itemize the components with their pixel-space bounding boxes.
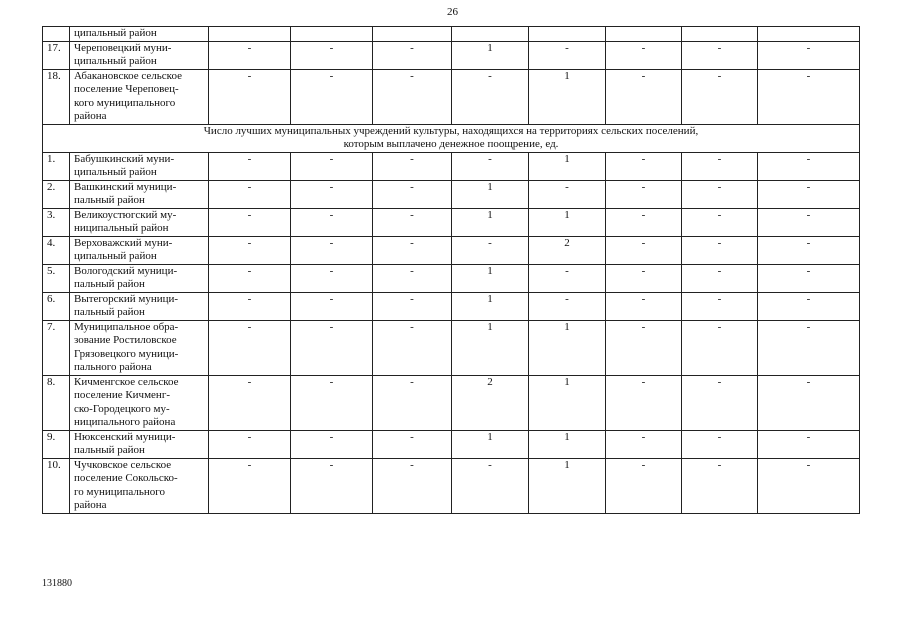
municipality-name-line: пальный район bbox=[74, 278, 145, 290]
section-header-line: Число лучших муниципальных учреждений культуры, находящихся на территориях сельских поселений, bbox=[203, 124, 699, 137]
municipality-name-line: поселение Кичменг- bbox=[74, 389, 170, 401]
municipality-name-line: ципальный район bbox=[74, 27, 157, 39]
row-number: 10. bbox=[43, 458, 70, 513]
value-cell: - bbox=[606, 208, 682, 236]
municipality-name-line: ципальный район bbox=[74, 250, 157, 262]
value-cell: - bbox=[606, 69, 682, 124]
municipality-name bbox=[70, 264, 209, 292]
municipality-name-line: пальный район bbox=[74, 306, 145, 318]
value-cell: - bbox=[209, 320, 291, 375]
value-cell: - bbox=[209, 41, 291, 69]
municipality-name-line: Вологодский муници- bbox=[74, 264, 178, 277]
table-row bbox=[43, 69, 860, 124]
table-row bbox=[43, 320, 860, 375]
municipality-name bbox=[70, 430, 209, 458]
value-cell: - bbox=[606, 236, 682, 264]
value-cell: - bbox=[373, 320, 452, 375]
municipality-name bbox=[70, 375, 209, 430]
value-cell: - bbox=[373, 375, 452, 430]
value-cell: - bbox=[291, 320, 373, 375]
table-row bbox=[43, 27, 860, 42]
value-cell: - bbox=[758, 320, 860, 375]
municipality-name-line: Кичменгское сельское bbox=[74, 375, 179, 388]
table-row bbox=[43, 208, 860, 236]
table-row bbox=[43, 292, 860, 320]
value-cell: - bbox=[529, 180, 606, 208]
value-cell: - bbox=[606, 180, 682, 208]
municipality-name-line: го муниципального bbox=[74, 485, 165, 498]
municipality-name-line: ципальный район bbox=[74, 166, 157, 178]
value-cell: - bbox=[606, 375, 682, 430]
row-number: 4. bbox=[43, 236, 70, 264]
section-header-line: которым выплачено денежное поощрение, ед. bbox=[343, 138, 559, 150]
value-cell: - bbox=[682, 152, 758, 180]
municipality-name bbox=[70, 152, 209, 180]
value-cell: - bbox=[209, 292, 291, 320]
row-number: 18. bbox=[43, 69, 70, 124]
municipality-name bbox=[70, 180, 209, 208]
value-cell: - bbox=[606, 430, 682, 458]
value-cell: - bbox=[682, 320, 758, 375]
municipality-name-line: ниципального района bbox=[74, 416, 176, 428]
value-cell: - bbox=[758, 264, 860, 292]
value-cell: - bbox=[758, 152, 860, 180]
value-cell: - bbox=[373, 292, 452, 320]
municipality-name-line: Бабушкинский муни- bbox=[74, 152, 175, 165]
municipality-name-line: района bbox=[74, 499, 107, 511]
value-cell: - bbox=[606, 152, 682, 180]
value-cell: - bbox=[373, 69, 452, 124]
footer-code: 131880 bbox=[42, 578, 72, 589]
table-row bbox=[43, 458, 860, 513]
value-cell: - bbox=[606, 292, 682, 320]
value-cell: - bbox=[758, 208, 860, 236]
value-cell: 1 bbox=[529, 208, 606, 236]
value-cell: - bbox=[758, 180, 860, 208]
value-cell: 1 bbox=[452, 208, 529, 236]
value-cell bbox=[758, 27, 860, 42]
value-cell: - bbox=[373, 430, 452, 458]
table-body bbox=[43, 27, 860, 514]
value-cell: - bbox=[606, 458, 682, 513]
value-cell: - bbox=[452, 236, 529, 264]
section-header-row bbox=[43, 124, 860, 152]
municipality-name-line: ниципальный район bbox=[74, 222, 169, 234]
value-cell: - bbox=[682, 264, 758, 292]
value-cell: - bbox=[373, 264, 452, 292]
municipality-name-line: Муниципальное обра- bbox=[74, 320, 179, 333]
value-cell: - bbox=[682, 208, 758, 236]
value-cell: - bbox=[209, 208, 291, 236]
value-cell: - bbox=[682, 180, 758, 208]
section-header bbox=[43, 124, 860, 152]
value-cell: - bbox=[291, 430, 373, 458]
municipality-name bbox=[70, 27, 209, 42]
table-row bbox=[43, 152, 860, 180]
value-cell: 1 bbox=[529, 375, 606, 430]
value-cell: - bbox=[291, 375, 373, 430]
value-cell: - bbox=[373, 208, 452, 236]
value-cell bbox=[606, 27, 682, 42]
value-cell: - bbox=[209, 430, 291, 458]
value-cell: - bbox=[682, 69, 758, 124]
value-cell: - bbox=[373, 458, 452, 513]
value-cell: - bbox=[606, 320, 682, 375]
value-cell: 1 bbox=[529, 458, 606, 513]
row-number: 3. bbox=[43, 208, 70, 236]
municipality-name-line: пальный район bbox=[74, 194, 145, 206]
value-cell bbox=[291, 27, 373, 42]
value-cell: 2 bbox=[452, 375, 529, 430]
value-cell: - bbox=[758, 69, 860, 124]
row-number: 17. bbox=[43, 41, 70, 69]
value-cell: - bbox=[291, 292, 373, 320]
table-row bbox=[43, 41, 860, 69]
municipality-name-line: ципальный район bbox=[74, 55, 157, 67]
municipality-name bbox=[70, 208, 209, 236]
value-cell: - bbox=[682, 458, 758, 513]
municipality-name bbox=[70, 292, 209, 320]
row-number: 9. bbox=[43, 430, 70, 458]
municipality-name-line: поселение Сокольско- bbox=[74, 472, 178, 484]
value-cell: - bbox=[758, 236, 860, 264]
value-cell: - bbox=[209, 180, 291, 208]
value-cell: - bbox=[529, 264, 606, 292]
value-cell: 2 bbox=[529, 236, 606, 264]
value-cell: - bbox=[452, 69, 529, 124]
value-cell: 1 bbox=[452, 430, 529, 458]
municipality-name-line: Грязовецкого муници- bbox=[74, 347, 179, 360]
municipality-name-line: поселение Череповец- bbox=[74, 83, 179, 95]
municipality-name-line: Верховажский муни- bbox=[74, 236, 173, 249]
value-cell: - bbox=[291, 41, 373, 69]
municipality-name bbox=[70, 458, 209, 513]
value-cell: - bbox=[373, 41, 452, 69]
data-table bbox=[42, 26, 860, 514]
value-cell: 1 bbox=[452, 41, 529, 69]
municipality-name bbox=[70, 320, 209, 375]
value-cell: - bbox=[452, 152, 529, 180]
row-number: 7. bbox=[43, 320, 70, 375]
municipality-name-line: Абакановское сельское bbox=[74, 69, 182, 82]
value-cell: 1 bbox=[529, 152, 606, 180]
value-cell: - bbox=[758, 41, 860, 69]
value-cell: - bbox=[291, 69, 373, 124]
value-cell bbox=[529, 27, 606, 42]
value-cell: - bbox=[529, 41, 606, 69]
municipality-name-line: ско-Городецкого му- bbox=[74, 402, 170, 415]
table-row bbox=[43, 236, 860, 264]
municipality-name-line: зование Ростиловское bbox=[74, 334, 177, 346]
municipality-name-line: Нюксенский муници- bbox=[74, 430, 176, 443]
value-cell bbox=[373, 27, 452, 42]
municipality-name bbox=[70, 41, 209, 69]
value-cell: - bbox=[209, 264, 291, 292]
value-cell: - bbox=[209, 375, 291, 430]
value-cell: - bbox=[209, 458, 291, 513]
value-cell: - bbox=[291, 180, 373, 208]
value-cell: 1 bbox=[452, 292, 529, 320]
value-cell: - bbox=[529, 292, 606, 320]
value-cell: 1 bbox=[529, 430, 606, 458]
value-cell bbox=[452, 27, 529, 42]
municipality-name-line: пального района bbox=[74, 361, 152, 373]
value-cell: - bbox=[291, 264, 373, 292]
municipality-name-line: Вашкинский муници- bbox=[74, 180, 177, 193]
table-row bbox=[43, 264, 860, 292]
value-cell: - bbox=[682, 375, 758, 430]
municipality-name-line: района bbox=[74, 110, 107, 122]
municipality-name-line: Вытегорский муници- bbox=[74, 292, 179, 305]
value-cell: - bbox=[291, 152, 373, 180]
value-cell: - bbox=[758, 430, 860, 458]
value-cell: - bbox=[291, 208, 373, 236]
value-cell: - bbox=[606, 41, 682, 69]
value-cell: - bbox=[373, 236, 452, 264]
value-cell: - bbox=[209, 236, 291, 264]
value-cell: - bbox=[291, 458, 373, 513]
value-cell: - bbox=[209, 69, 291, 124]
value-cell: - bbox=[373, 152, 452, 180]
value-cell bbox=[209, 27, 291, 42]
municipality-name-line: Великоустюгский му- bbox=[74, 208, 177, 221]
row-number: 8. bbox=[43, 375, 70, 430]
value-cell: - bbox=[682, 41, 758, 69]
value-cell: - bbox=[606, 264, 682, 292]
value-cell: 1 bbox=[452, 180, 529, 208]
value-cell: - bbox=[291, 236, 373, 264]
value-cell: - bbox=[373, 180, 452, 208]
value-cell: - bbox=[758, 458, 860, 513]
value-cell: - bbox=[758, 375, 860, 430]
municipality-name bbox=[70, 236, 209, 264]
page-number: 26 bbox=[447, 6, 458, 18]
value-cell: - bbox=[209, 152, 291, 180]
table-row bbox=[43, 430, 860, 458]
row-number bbox=[43, 27, 70, 42]
row-number: 6. bbox=[43, 292, 70, 320]
municipality-name bbox=[70, 69, 209, 124]
value-cell: - bbox=[452, 458, 529, 513]
table-row bbox=[43, 180, 860, 208]
row-number: 2. bbox=[43, 180, 70, 208]
row-number: 1. bbox=[43, 152, 70, 180]
row-number: 5. bbox=[43, 264, 70, 292]
municipality-name-line: пальный район bbox=[74, 444, 145, 456]
value-cell bbox=[682, 27, 758, 42]
value-cell: - bbox=[758, 292, 860, 320]
value-cell: 1 bbox=[452, 320, 529, 375]
value-cell: - bbox=[682, 430, 758, 458]
value-cell: 1 bbox=[529, 320, 606, 375]
value-cell: 1 bbox=[529, 69, 606, 124]
table-row bbox=[43, 375, 860, 430]
municipality-name-line: Череповецкий муни- bbox=[74, 41, 172, 54]
municipality-name-line: кого муниципального bbox=[74, 96, 176, 109]
value-cell: 1 bbox=[452, 264, 529, 292]
value-cell: - bbox=[682, 292, 758, 320]
value-cell: - bbox=[682, 236, 758, 264]
municipality-name-line: Чучковское сельское bbox=[74, 458, 172, 471]
